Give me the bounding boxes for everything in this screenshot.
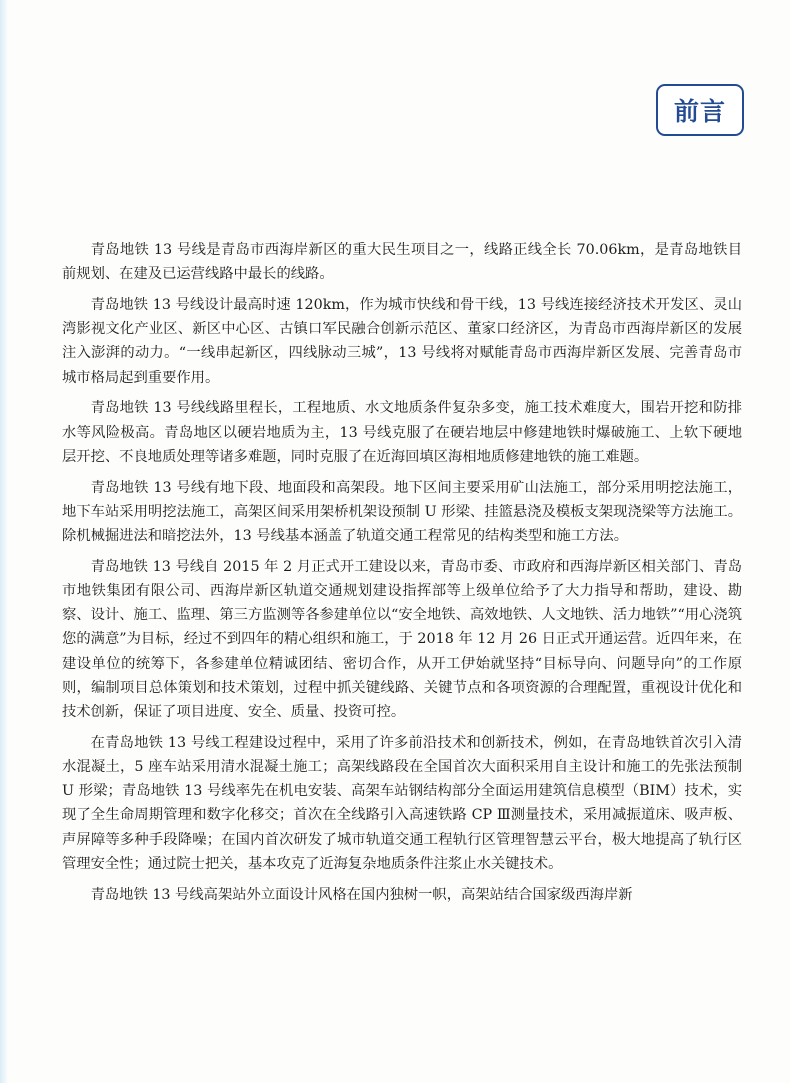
paragraph-4: 青岛地铁 13 号线有地下段、地面段和高架段。地下区间主要采用矿山法施工，部分采用明挖法施工，地下车站采用明挖法施工，高架区间采用架桥机架设预制 U 形梁、挂篮悬浇及模板支架现浇梁等方法施工。除机械掘进法和暗挖法外，13 号线基本涵盖了轨道交通工程常见的结构类型和施工方法。 — [62, 479, 742, 545]
paragraph-1: 青岛地铁 13 号线是青岛市西海岸新区的重大民生项目之一，线路正线全长 70.06km，是青岛地铁目前规划、在建及已运营线路中最长的线路。 — [62, 242, 742, 283]
body-text — [62, 238, 742, 907]
page-edge-tint — [0, 0, 8, 1083]
section-heading-box — [656, 84, 744, 136]
section-heading: 前言 — [673, 97, 726, 126]
paragraph-5: 青岛地铁 13 号线自 2015 年 2 月正式开工建设以来，青岛市委、市政府和西海岸新区相关部门、青岛市地铁集团有限公司、西海岸新区轨道交通规划建设指挥部等上级单位给予了大力指导和帮助，建设、勘察、设计、施工、监理、第三方监测等各参建单位以“安全地铁、高效地铁、人文地铁、活力地铁”“用心浇筑您的满意”为目标，经过不到四年的精心组织和施工，于 2018 年 12 月 26 日正式开通运营。近四年来，在建设单位的统筹下，各参建单位精诚团结、密切合作，从开工伊始就坚持“目标导向、问题导向”的工作原则，编制项目总体策划和技术策划，过程中抓关键线路、关键节点和各项资源的合理配置，重视设计优化和技术创新，保证了项目进度、安全、质量、投资可控。 — [62, 558, 742, 721]
paragraph-3: 青岛地铁 13 号线线路里程长，工程地质、水文地质条件复杂多变，施工技术难度大，围岩开挖和防排水等风险极高。青岛地区以硬岩地质为主，13 号线克服了在硬岩地层中修建地铁时爆破施工、上软下硬地层开挖、不良地质处理等诸多难题，同时克服了在近海回填区海相地质修建地铁的施工难题。 — [62, 400, 742, 465]
paragraph-7: 青岛地铁 13 号线高架站外立面设计风格在国内独树一帜，高架站结合国家级西海岸新 — [90, 886, 633, 903]
paragraph-2: 青岛地铁 13 号线设计最高时速 120km，作为城市快线和骨干线，13 号线连接经济技术开发区、灵山湾影视文化产业区、新区中心区、古镇口军民融合创新示范区、董家口经济区，为青岛市西海岸新区的发展注入澎湃的动力。“一线串起新区，四线脉动三城”，13 号线将对赋能青岛市西海岸新区发展、完善青岛市城市格局起到重要作用。 — [62, 297, 742, 386]
paragraph-6: 在青岛地铁 13 号线工程建设过程中，采用了许多前沿技术和创新技术，例如，在青岛地铁首次引入清水混凝土，5 座车站采用清水混凝土施工；高架线路段在全国首次大面积采用自主设计和施工的先张法预制 U 形梁；青岛地铁 13 号线率先在机电安装、高架车站钢结构部分全面运用建筑信息模型（BIM）技术，实现了全生命周期管理和数字化移交；首次在全线路引入高速铁路 CP Ⅲ测量技术，采用减振道床、吸声板、声屏障等多种手段降噪；在国内首次研发了城市轨道交通工程轨行区管理智慧云平台，极大地提高了轨行区管理安全性；通过院士把关，基本攻克了近海复杂地质条件注浆止水关键技术。 — [62, 734, 742, 872]
